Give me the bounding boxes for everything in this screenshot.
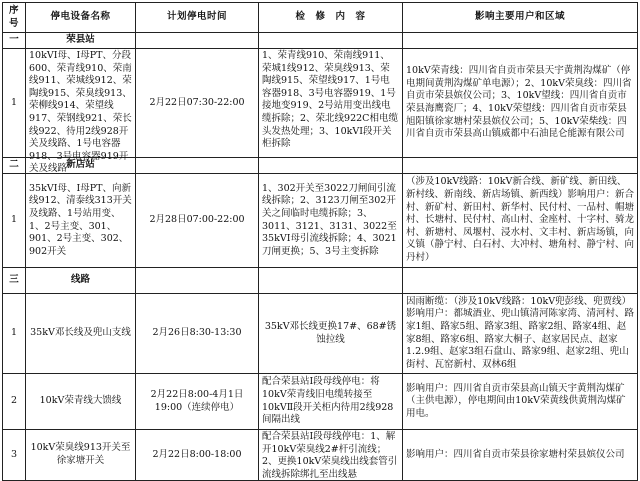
table-row [3,294,638,374]
section-title: 荣县站 [26,33,136,49]
row-content: 1、荣青线910、荣南线911、荣城1线912、荣臭线913、荣陶线915、荣望线917、1号电容器918、3号电容器919、1号接地变919、2号站用变出线电缆拆除；2、荣北线922C相电缆头发热处理；3、10kVⅠ段开关柜拆除 [262,50,398,150]
row-equipment: 10kVⅠ母、Ⅰ母PT、分段600、荣青线910、荣南线911、荣城线912、荣陶线915、荣臭线913、荣柳线914、荣望线917、荣钢线921、荣长线922、待用2线928开关及线路、1号电容器918、3号电容器919开关及线路 [29,50,132,175]
row-impact: 影响用户：四川省自贡市荣县徐家塘村荣县嫔仪公司 [403,430,638,481]
table-row [3,374,638,430]
row-equipment: 10kV荣臭线913开关至徐家塘开关 [26,430,136,481]
section-title: 线路 [26,268,136,294]
row-time: 2月22日07:30-22:00 [136,49,259,158]
header-row [3,3,638,33]
section-row [3,268,638,294]
row-time: 2月26日8:30-13:30 [136,294,259,374]
table-row [3,174,638,268]
row-seq: 1 [3,49,26,158]
section-number: 二 [3,158,26,174]
row-equipment: 10kV荣青线大馈线 [26,374,136,430]
row-seq: 2 [3,374,26,430]
row-impact: 因雨断缆：（涉及10kV线路：10kV兜彭线、兜贾线）影响用户：都城酒业、兜山镇清河陈家湾、清河村、路家1组、路家5组、路家3组、路家2组、路家4组、赵家8组、路家6组、路家大桐子、赵家居民点、赵家1.2.9组、赵家3组石盘山、路家9组、赵家2组、兜山街村、瓦窑新村、双林6组 [403,294,638,374]
header-content: 检 修 内 容 [259,3,403,33]
section-title: 新店站 [26,158,136,174]
row-impact: 影响用户：四川省自贡市荣县高山镇天宇黄荆沟煤矿（主供电源），停电期间由10kV荣黄线供黄荆沟煤矿用电。 [403,374,638,430]
row-seq: 3 [3,430,26,481]
section-number: 三 [3,268,26,294]
row-seq: 1 [3,174,26,268]
header-seq: 序号 [3,3,26,33]
row-content: 配合荣县站Ⅰ段母线停电：1、解开10kV荣臭线2#杆引流线；2、更换10kV荣臭线出线套管引流线拆除绑扎至出线悬 [262,431,398,480]
header-impact: 影响主要用户和区域 [403,3,638,33]
row-time: 2月22日8:00-4月1日19:00（连续停电） [136,374,259,430]
table-row [3,49,638,158]
row-equipment: 35kVⅠ母、Ⅰ母PT、向新线912、清泰线313开关及线路、1号站用变、1、2号主变、301、901、2号主变、302、902开关 [26,174,136,268]
row-time: 2月22日8:00-18:00 [136,430,259,481]
outage-schedule-table [2,2,638,481]
section-number: 一 [3,33,26,49]
header-time: 计划停电时间 [136,3,259,33]
row-content: 1、302开关至3022刀闸间引流线拆除；2、3123刀闸至302开关之间临时电缆拆除；3、3011、3121、3131、3022至35kVⅠ母引流线拆除；4、3021刀闸更换；5、3号主变拆除 [259,174,403,268]
row-content: 配合荣县站Ⅰ段母线停电：将10kV荣青线旧电缆转接至10kVⅡ段开关柜内待用2线928间隔出线 [259,374,403,430]
row-content: 35kV邓长线更换17#、68#锈蚀拉线 [259,294,403,374]
table-row [3,430,638,481]
row-impact: 10kV荣青线：四川省自贡市荣县天宇黄荆沟煤矿（停电期间黄荆沟煤矿单电源）；2、10kV荣臭线：四川省自贡市荣县嫔仪公司；3、10kV望线：四川省自贡市荣县海鹰瓷厂；4、10kV荣望线：四川省自贡市荣县旭阳镇徐家塘村荣县嫔仪公司；5、10kV荣柴线：四川省自贡市荣县高山镇威都中石油昆仑能源有限公司 [403,49,638,158]
row-equipment: 35kV邓长线及兜山支线 [26,294,136,374]
section-row [3,33,638,49]
row-time: 2月28日07:00-22:00 [136,174,259,268]
row-impact: （涉及10kV线路：10kV新合线、新矿线、新田线、新村线、新南线、新店场镇、新西线）影响用户：新合村、新矿村、新田村、新华村、民付村、一品村、帽塘村、长塘村、民付村、高山村、金座村、十字村、骑龙村、新塘村、凤堰村、浸水村、文丰村、新店场镇，向义镇（静宁村、白石村、大冲村、塘角村、静宁村、向丹村） [403,174,638,268]
row-seq: 1 [3,294,26,374]
header-equipment: 停电设备名称 [26,3,136,33]
